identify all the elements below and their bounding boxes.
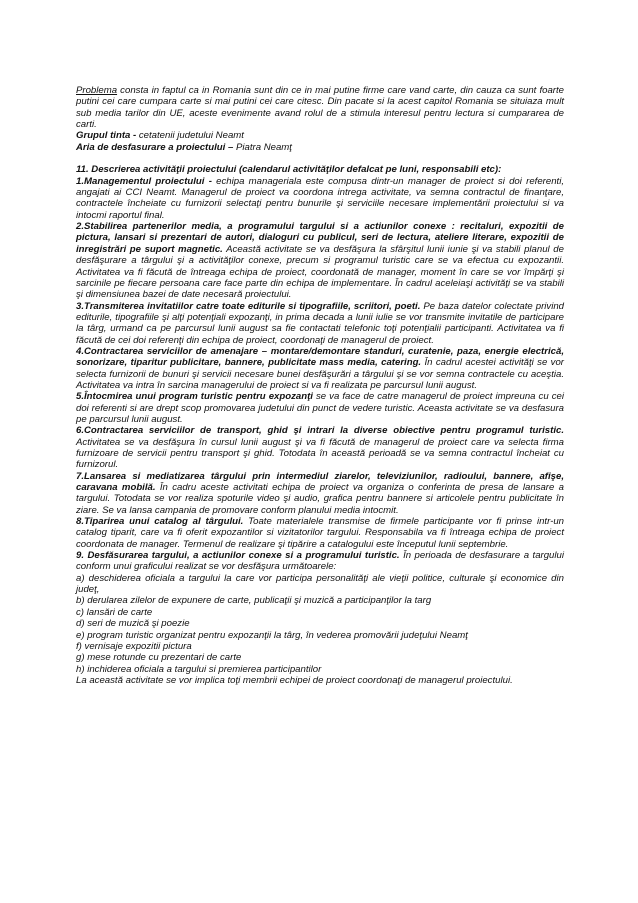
subitem-line: c) lansări de carte <box>76 606 153 618</box>
activity-item <box>76 425 564 470</box>
activity-body: echipa manageriala este compusa dintr-un manager de proiect si doi referenti, angajati ai CCI Neamt. Managerul de proiect va coordona intrega activitate, va semna contractul de finanţare, contractele încheiate cu furnizorii selectaţi pentru bunurile şi serviciile necesare implementării proiectului si va intocmi raportul final. <box>76 175 564 221</box>
activity-title: 1.Managementul proiectului - <box>76 175 212 187</box>
activity-body: În cadru aceste activitati echipa de proiect va organiza o conferinta de presa de lansare a targului. Totodata se vor realiza spoturile video şi audio, grafica pentru bannere si articolele pentru publicitate în ziare. Se va lansa campania de promovare conform planului media intocmit. <box>76 482 564 516</box>
activity-title: 7.Lansarea si mediatizarea târgului prin intermediul ziarelor, televiziunilor, radioului, bannere, afişe, caravana mobilă. <box>76 470 564 494</box>
project-area-label: Aria de desfasurare a proiectului – <box>76 141 234 153</box>
activity-body: Activitatea se va desfăşura în cursul lunii august şi va fi făcută de managerul de proiect care va selecta firma furnizoare de servicii pentru transport şi ghid. Totodata în această perioadă se va semna contractul încheiat cu furnizorul. <box>76 436 564 471</box>
section-heading <box>76 164 564 175</box>
activity-item <box>76 346 564 391</box>
document-page <box>76 85 564 686</box>
activity-item <box>76 176 564 221</box>
section-heading-text: 11. Descrierea activităţii proiectului (calendarul activităţilor defalcat pe luni, responsabili etc): <box>76 164 502 176</box>
activity-title: 5.Întocmirea unui program turistic pentru expozanţi <box>76 391 313 403</box>
target-group-label: Grupul tinta - <box>76 130 137 142</box>
activity-title: 6.Contractarea serviciilor de transport, ghid şi intrari la diverse obiective pentru programul turistic. <box>76 425 564 437</box>
problem-label: Problema <box>76 85 118 96</box>
target-group-line <box>76 130 564 141</box>
activity-item <box>76 301 564 346</box>
activity-item <box>76 221 564 300</box>
subitem-line: e) program turistic organizat pentru expozanţii la târg, în vederea promovării judeţului Neamţ <box>76 629 468 641</box>
subitem-line: d) seri de muzică şi poezie <box>76 618 190 630</box>
project-area-line <box>76 142 564 153</box>
closing-line: La această activitate se vor implica toţi membrii echipei de proiect coordonaţi de managerul proiectului. <box>76 674 513 686</box>
target-group-text: cetatenii judetului Neamt <box>136 130 244 142</box>
subitem-line: g) mese rotunde cu prezentari de carte <box>76 652 242 664</box>
activity-title: 9. Desfăsurarea targului, a actiunilor conexe si a programului turistic. <box>76 550 400 562</box>
activity-title: 2.Stabilirea partenerilor media, a programului targului si a actiunilor conexe : recitaluri, expozitii de pictura, lansari si prezentari de autori, dialoguri cu publicul, seri de lectura, ateliere literare, expozitii de inregistrări pe suport magnetic. <box>76 221 564 255</box>
activity-title: 4.Contractarea serviciilor de amenajare – montare/demontare standuri, curatenie, paza, energie electrică, sonorizare, tiparitur publicitare, bannere, publicitate mass media, catering. <box>76 345 564 369</box>
activity-body: În perioada de desfasurare a targului conform unui graficului realizat se vor desfăşura următoarele: <box>76 550 564 573</box>
activity-item <box>76 471 564 516</box>
activity-title: 3.Transmiterea invitatiilor catre toate editurile si tipografiile, scriitori, poeti. <box>76 300 421 312</box>
subitem-line: h) inchiderea oficiala a targului si premierea participantilor <box>76 663 322 675</box>
problem-paragraph <box>76 85 564 130</box>
activity-body: În cadrul acestei activităţi se vor selecta furnizorii de bunuri şi servicii necesare bunei desfăşurări a târgului şi se vor semna contractele cu aceştia. Activitatea va intra în sarcina managerului de proiect si va fi realizata pe parcursul lunii august. <box>76 357 565 391</box>
spacer <box>76 153 564 164</box>
subitem-line: b) derularea zilelor de expunere de carte, publicaţii şi muzică a participanţilor la targ <box>76 595 432 607</box>
activity-body: se va face de catre managerul de proiect impreuna cu cei doi referenti si are drept scop promovarea judetului din punct de vedere turistic. Aceasta activitate se va desfasura pe parcursul lunii august. <box>76 391 564 425</box>
activity-item <box>76 391 564 425</box>
activity-body: Toate materialele transmise de firmele participante vor fi prinse intr-un catalog tiparit, care va fi oferit expozantilor si vizitatorilor targului. Responsabila va fi întreaga echipa de proiect coordonata de manager. Termenul de realizare şi tipărire a catalogului este începutul lunii septembrie. <box>76 516 564 550</box>
activity-body: Această activitate se va desfăşura la sfârşitul lunii iunie şi va stabili planul de desfăşurare a târgului şi a activităţilor conexe, precum si programul turistic care se va efectua cu expozantii. Activitatea va fi făcută de întreaga echipa de proiect, coordonată de manager, moment în care se vor împărţi şi sarcinile pe fiecare persoana care face parte din echipa de implementare. În cadrul aceleiaşi activităţi se va stabili şi dimensiunea bazei de date necesară proiectului. <box>76 243 564 301</box>
subitem-line: f) vernisaje expozitii pictura <box>76 640 192 652</box>
project-area-text: Piatra Neamţ <box>233 141 292 153</box>
activity-item <box>76 550 564 573</box>
activity-title: 8.Tiparirea unui catalog al târgului. <box>76 516 244 528</box>
activity-body: Pe baza datelor colectate privind editurile, tipografiile şi alţi potenţiali expozanţi, in prima decada a lunii iulie se vor transmite invitatile de participare la târg, urmand ca pe parcursul lunii august sa fie contactati telefonic toţi potenţialii participanti. Activitatea va fi făcută de cei doi referenţi din echipa de proiect, coordonaţi de managerul de proiect. <box>76 300 565 346</box>
subitem-line: a) deschiderea oficiala a targului la care vor participa personalităţi ale vieţii politice, culturale şi economice din judeţ, <box>76 572 564 596</box>
problem-text: consta in faptul ca in Romania sunt din ce in mai putine firme care vand carte, din cauza ca sunt foarte putini cei care cumpara carte si mai putini cei care citesc. Din pacate si la acest capitol Romania se situiaza mult sub media tarilor din UE, aceste evenimente avand rolul de a stimula interesul pentru lectura si cumpararea de carti. <box>76 85 564 131</box>
activity-item <box>76 516 564 550</box>
